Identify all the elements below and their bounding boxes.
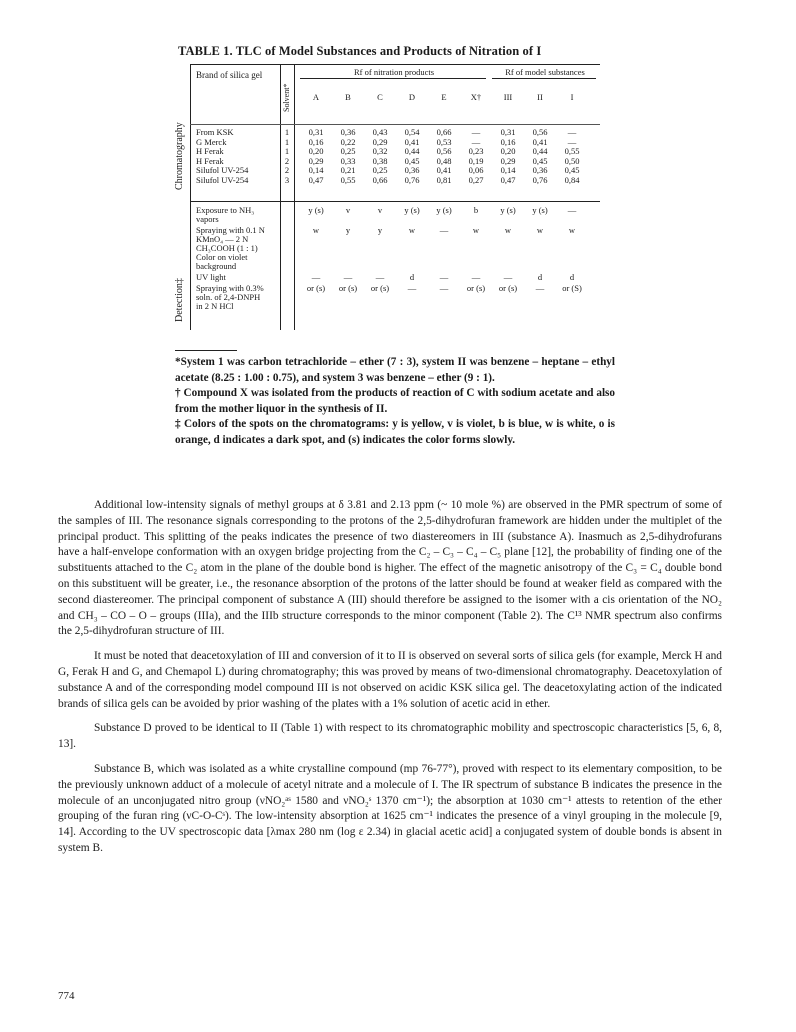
detection-value-cell: or (s) xyxy=(498,283,518,293)
rf-value-cell: 0,44 xyxy=(404,146,420,157)
rf-value-cell: — xyxy=(567,127,577,137)
paragraph: Substance B, which was isolated as a white crystalline compound (mp 76-77°), proved with respect to its elementary composition, to be the previously unknown adduct of a molecule of acetyl nitrate and a molecule of I. The IR spectrum of substance B indicates the presence in the molecule of an unconjugated nitro group (νNO₂ᵃˢ 1580 and νNO₂ˢ 1370 cm⁻¹); the absorption at 1030 cm⁻¹ attests to retention of the ether grouping of the furan ring (νC-O-Cˢ). The low-intensity absorption at 1625 cm⁻¹ indicates the presence of a vinyl grouping in the molecule [9, 14]. According to the UV spectroscopic data [λmax 280 nm (log ε 2.34) in glacial acetic acid] a conjugated system of double bonds is absent in system B. xyxy=(58,762,722,854)
footnote-solvents: *System 1 was carbon tetrachloride – ether (7 : 3), system II was benzene – heptane – ethyl acetate (8.25 : 1.00 : 0.75), and system 3 was benzene – ether (9 : 1). xyxy=(175,356,615,384)
detection-method-line: Color on violet xyxy=(196,252,248,262)
rf-value-cell: 0,44 xyxy=(532,146,548,157)
rf-value-cell: 0,81 xyxy=(436,175,452,185)
detection-value-cell: d xyxy=(537,272,543,282)
rf-value-cell: 0,23 xyxy=(468,146,484,157)
rf-value-cell: 0,48 xyxy=(436,155,452,166)
detection-value-cell: — xyxy=(407,283,417,293)
detection-value-cell: y xyxy=(377,225,383,235)
rf-value-cell: 0,50 xyxy=(564,155,580,166)
table-footnotes xyxy=(175,350,615,448)
detection-method-line: in 2 N HCl xyxy=(196,301,234,311)
solvent-cell: 1 xyxy=(284,146,290,157)
footnote-rule xyxy=(175,350,237,351)
rf-value-cell: 0,66 xyxy=(372,175,388,185)
rf-value-cell: 0,38 xyxy=(372,155,388,166)
tlc-table xyxy=(172,64,600,330)
rf-value-cell: 0,55 xyxy=(340,175,356,185)
detection-value-cell: w xyxy=(472,225,480,235)
detection-method-line: soln. of 2,4-DNPH xyxy=(196,292,261,302)
detection-value-cell: d xyxy=(409,272,415,282)
detection-side-label: Detection‡ xyxy=(174,278,185,322)
solvent-cell: 1 xyxy=(284,127,290,137)
detection-value-cell: — xyxy=(439,225,449,235)
detection-value-cell: y (s) xyxy=(404,205,420,215)
brand-cell: Silufol UV-254 xyxy=(196,175,249,185)
detection-value-cell: y xyxy=(345,225,351,235)
column-header-5: X† xyxy=(470,92,482,102)
rf-value-cell: 0,14 xyxy=(308,165,324,176)
rf-value-cell: 0,06 xyxy=(468,165,484,176)
rf-value-cell: — xyxy=(567,136,577,147)
column-header-6: III xyxy=(503,92,513,102)
detection-value-cell: — xyxy=(439,283,449,293)
rf-value-cell: 0,16 xyxy=(500,136,516,147)
detection-value-cell: — xyxy=(471,272,481,282)
detection-value-cell: w xyxy=(568,225,576,235)
rf-value-cell: 0,45 xyxy=(404,155,420,166)
rf-value-cell: 0,14 xyxy=(500,165,516,176)
detection-value-cell: w xyxy=(504,225,512,235)
rf-value-cell: 0,31 xyxy=(500,127,516,137)
solvent-cell: 1 xyxy=(284,136,290,147)
rf-value-cell: 0,53 xyxy=(436,136,452,147)
detection-value-cell: b xyxy=(473,205,479,215)
column-header-8: I xyxy=(570,92,574,102)
rf-value-cell: 0,19 xyxy=(468,155,484,166)
rf-value-cell: 0,36 xyxy=(532,165,548,176)
rf-value-cell: 0,56 xyxy=(532,127,548,137)
rf-value-cell: 0,47 xyxy=(308,175,324,185)
rf-nitration-header: Rf of nitration products xyxy=(353,67,435,77)
detection-value-cell: or (s) xyxy=(338,283,358,293)
detection-value-cell: v xyxy=(377,205,383,215)
detection-value-cell: y (s) xyxy=(532,205,548,215)
detection-value-cell: y (s) xyxy=(436,205,452,215)
detection-value-cell: or (s) xyxy=(306,283,326,293)
detection-method-line: UV light xyxy=(196,272,226,282)
column-header-3: D xyxy=(408,92,416,102)
detection-value-cell: — xyxy=(343,272,353,282)
rf-value-cell: 0,25 xyxy=(340,146,356,157)
rf-value-cell: 0,84 xyxy=(564,175,580,185)
detection-value-cell: — xyxy=(535,283,545,293)
paragraph: Substance D proved to be identical to II (Table 1) with respect to its chromatographic mobility and spectroscopic characteristics [5, 6, 8, 13]. xyxy=(58,722,722,751)
rf-value-cell: 0,36 xyxy=(404,165,420,176)
detection-value-cell: or (s) xyxy=(466,283,486,293)
brand-cell: H Ferak xyxy=(196,155,224,166)
rf-value-cell: 0,33 xyxy=(340,155,356,166)
detection-value-cell: — xyxy=(375,272,385,282)
rf-value-cell: 0,43 xyxy=(372,127,388,137)
rf-value-cell: 0,54 xyxy=(404,127,420,137)
rf-value-cell: 0,66 xyxy=(436,127,452,137)
rf-value-cell: 0,56 xyxy=(436,146,452,157)
rf-value-cell: 0,47 xyxy=(500,175,516,185)
detection-value-cell: w xyxy=(408,225,416,235)
rf-value-cell: 0,45 xyxy=(564,165,580,176)
rf-value-cell: 0,41 xyxy=(404,136,420,147)
rf-value-cell: 0,41 xyxy=(436,165,452,176)
paragraph: It must be noted that deacetoxylation of III and conversion of it to II is observed on several sorts of silica gels (for example, Merck H and G, Ferak H and G, and Chemapol L) during chromatography; this was proved by means of two-dimensional chromatography. Deacetoxylation of substance A and of the corresponding model compound III is not observed on acidic KSK silica gel. The deacetoxylating action of the indicated brands of silica gels can be avoided by prior washing of the plates with a 1% solution of acetic acid in ether. xyxy=(58,650,722,710)
column-header-4: E xyxy=(441,92,447,102)
detection-value-cell: d xyxy=(569,272,575,282)
brand-cell: From KSK xyxy=(196,127,234,137)
table-caption: TABLE 1. TLC of Model Substances and Products of Nitration of I xyxy=(178,44,542,58)
detection-value-cell: or (S) xyxy=(562,283,582,293)
detection-method-line: KMnO₄ — 2 N xyxy=(196,234,249,244)
rf-value-cell: 0,20 xyxy=(308,146,324,157)
page-number: 774 xyxy=(58,990,75,1002)
footnote-compound-x: † Compound X was isolated from the products of reaction of C with sodium acetate and also from the mother liquor in the synthesis of II. xyxy=(175,387,615,415)
rf-value-cell: 0,31 xyxy=(308,127,324,137)
rf-value-cell: 0,41 xyxy=(532,136,548,147)
detection-value-cell: — xyxy=(311,272,321,282)
column-header-0: A xyxy=(312,92,320,102)
rf-value-cell: — xyxy=(471,127,481,137)
detection-value-cell: y (s) xyxy=(308,205,324,215)
column-header-7: II xyxy=(537,92,543,102)
brand-header: Brand of silica gel xyxy=(196,70,263,80)
rf-value-cell: 0,32 xyxy=(372,146,388,157)
detection-value-cell: w xyxy=(536,225,544,235)
detection-method-line: Spraying with 0.3% xyxy=(196,283,264,293)
rf-value-cell: 0,45 xyxy=(532,155,548,166)
detection-value-cell: — xyxy=(439,272,449,282)
body-text xyxy=(58,498,722,866)
detection-method-line: background xyxy=(196,261,237,271)
solvent-cell: 2 xyxy=(284,155,290,166)
footnote-colors: ‡ Colors of the spots on the chromatograms: y is yellow, v is violet, b is blue, w is white, o is orange, d indicates a dark spot, and (s) indicates the color forms slowly. xyxy=(175,418,615,446)
brand-cell: H Ferak xyxy=(196,146,224,157)
detection-method-line: Exposure to NH₃ xyxy=(196,205,255,215)
rf-value-cell: 0,21 xyxy=(340,165,356,176)
rf-value-cell: 0,55 xyxy=(564,146,580,157)
rf-value-cell: 0,20 xyxy=(500,146,516,157)
rf-value-cell: 0,36 xyxy=(340,127,356,137)
rf-value-cell: 0,29 xyxy=(372,136,388,147)
detection-method-line: vapors xyxy=(196,214,219,224)
solvent-cell: 2 xyxy=(284,165,290,176)
rf-value-cell: 0,16 xyxy=(308,136,324,147)
detection-method-line: CH₃COOH (1 : 1) xyxy=(196,243,258,253)
brand-cell: G Merck xyxy=(196,136,227,147)
detection-method-line: Spraying with 0.1 N xyxy=(196,225,265,235)
rf-value-cell: 0,22 xyxy=(340,136,356,147)
paragraph: Additional low-intensity signals of methyl groups at δ 3.81 and 2.13 ppm (~ 10 mole %) are observed in the PMR spectrum of some of the samples of III. The resonance signals corresponding to the protons of the 2,5-dihydrofuran framework are hidden under the multiplet of the principal product. This splitting of the peaks indicates the presence of two diastereomers in III (substance A). Inasmuch as 2,5-dihydrofurans have a half-envelope conformation with an oxygen bridge projecting from the C₂ – C₃ – C₄ – C₅ plane [12], the probability of finding one of the substituents attached to the C₂ atom in the plane of the double bond is higher. The effect of the magnetic anisotropy of the C₃ = C₄ double bond on this substituent will be greater, i.e., the resonance absorption of the protons of the latter should be found at weaker field as compared with the second diastereomer. The principal component of substance A (III) should therefore be assigned to the isomer with a cis orientation of the NO₂ and CH₃ – CO – O – groups (IIIa), and the IIIb structure corresponds to the minor component (Table 2). The C¹³ NMR spectrum also confirms the 2,5-dihydrofuran structure of III. xyxy=(58,499,722,638)
rf-value-cell: 0,29 xyxy=(308,155,324,166)
chromatography-side-label: Chromatography xyxy=(174,122,185,190)
detection-value-cell: — xyxy=(567,205,577,215)
detection-value-cell: — xyxy=(503,272,513,282)
column-header-2: C xyxy=(377,92,383,102)
detection-value-cell: y (s) xyxy=(500,205,516,215)
column-header-1: B xyxy=(345,92,351,102)
solvent-cell: 3 xyxy=(284,175,290,185)
rf-value-cell: 0,25 xyxy=(372,165,388,176)
rf-model-header: Rf of model substances xyxy=(505,67,585,77)
rf-value-cell: 0,76 xyxy=(532,175,548,185)
rf-value-cell: 0,27 xyxy=(468,175,484,185)
rf-value-cell: 0,76 xyxy=(404,175,420,185)
rf-value-cell: 0,29 xyxy=(500,155,516,166)
detection-value-cell: w xyxy=(312,225,320,235)
brand-cell: Silufol UV-254 xyxy=(196,165,249,176)
detection-value-cell: or (s) xyxy=(370,283,390,293)
solvent-header: Solvent* xyxy=(282,83,291,112)
rf-value-cell: — xyxy=(471,136,481,147)
detection-value-cell: v xyxy=(345,205,351,215)
